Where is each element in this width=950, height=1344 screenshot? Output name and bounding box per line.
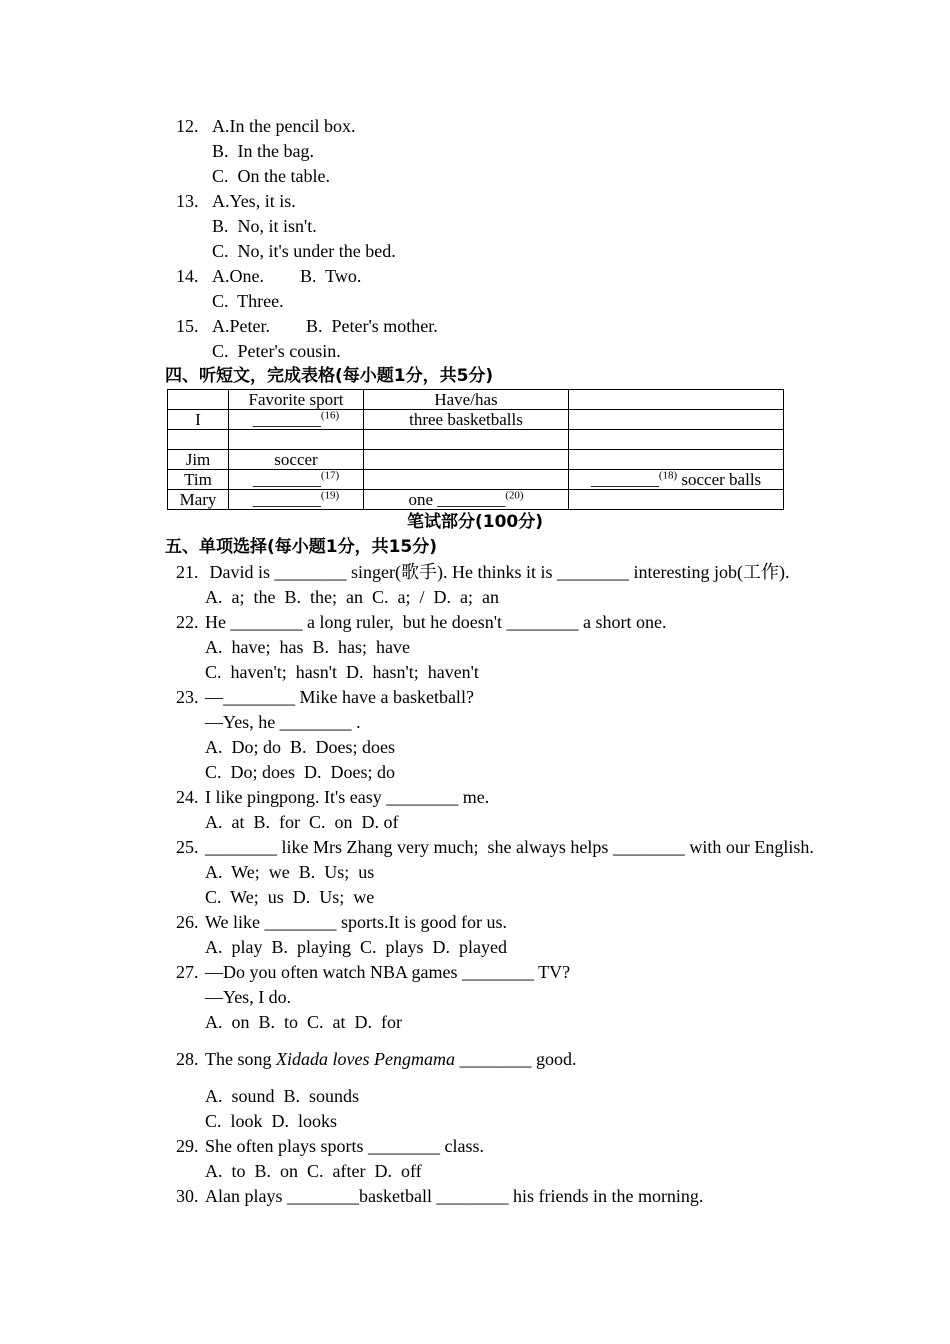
blank-number: (20) — [505, 489, 524, 502]
blank-line: ________ — [590, 470, 659, 489]
question-number: 22. — [176, 612, 199, 632]
table-row-tim — [168, 470, 784, 490]
option-line: A. on B. to C. at D. for — [205, 1012, 402, 1032]
table-cell-extra — [569, 430, 784, 450]
table-cell-extra — [569, 490, 784, 510]
question-number: 28. — [176, 1049, 199, 1069]
blank-line: ________ — [252, 470, 321, 489]
option-line: C. Do; does D. Does; do — [205, 762, 395, 782]
question-line-29 — [176, 1134, 950, 1159]
question-line-22 — [176, 610, 950, 635]
question-line-25 — [176, 835, 950, 860]
table-header-cell: Have/has — [364, 390, 569, 410]
table-row-empty — [168, 430, 784, 450]
question-line-26 — [176, 910, 950, 935]
question-continuation: —Yes, he ________ . — [205, 712, 361, 732]
table-header-cell — [569, 390, 784, 410]
question-line-23 — [176, 685, 950, 710]
question-number: 15. — [176, 316, 199, 336]
question-text: He ________ a long ruler, but he doesn't ________ a short one. — [205, 612, 667, 632]
question-number: 24. — [176, 787, 199, 807]
question-number: 25. — [176, 837, 199, 857]
blank-line: ________ — [252, 410, 321, 429]
question-line-15 — [176, 314, 950, 339]
question-line-30 — [176, 1184, 950, 1209]
question-text: A.In the pencil box. — [212, 116, 356, 136]
table-cell-have — [364, 470, 569, 490]
table-header-cell: Favorite sport — [229, 390, 364, 410]
table-cell-favorite — [229, 470, 364, 490]
table-cell-extra — [569, 410, 784, 430]
question-text: The song — [205, 1049, 276, 1069]
cell-text: soccer balls — [677, 470, 762, 489]
table-cell-have — [364, 450, 569, 470]
table-cell-have — [364, 490, 569, 510]
listening-table — [167, 389, 784, 510]
table-header-row — [168, 390, 784, 410]
question-text: I like pingpong. It's easy ________ me. — [205, 787, 490, 807]
written-part-title: 笔试部分(100分) — [406, 512, 544, 532]
question-text: ________ good. — [454, 1049, 577, 1069]
table-cell-have — [364, 410, 569, 430]
option-line: A. to B. on C. after D. off — [205, 1161, 422, 1181]
section-title-multiple-choice: 五、单项选择(每小题1分，共15分) — [165, 537, 438, 557]
option-line: A. sound B. sounds — [205, 1086, 360, 1106]
question-line-14 — [176, 264, 950, 289]
blank-number: (17) — [320, 469, 340, 482]
table-row-jim — [168, 450, 784, 470]
option-line: A. We; we B. Us; us — [205, 862, 375, 882]
table-cell-favorite — [229, 430, 364, 450]
question-text: We like ________ sports.It is good for us. — [205, 912, 508, 932]
question-text: A.Peter. B. Peter's mother. — [212, 316, 438, 336]
table-cell-name: I — [168, 410, 229, 430]
table-cell-favorite — [229, 410, 364, 430]
question-text: —________ Mike have a basketball? — [205, 687, 474, 707]
question-line-21 — [176, 560, 950, 585]
blank-number: (18) — [658, 469, 678, 482]
question-number: 29. — [176, 1136, 199, 1156]
question-number: 27. — [176, 962, 199, 982]
question-number: 26. — [176, 912, 199, 932]
option-line: C. We; us D. Us; we — [205, 887, 375, 907]
table-cell-have — [364, 430, 569, 450]
question-text: ________ like Mrs Zhang very much; she always helps ________ with our English. — [205, 837, 814, 857]
option-line: B. In the bag. — [212, 141, 314, 161]
option-line: A. Do; do B. Does; does — [205, 737, 395, 757]
blank-line: ________ — [252, 490, 321, 509]
blank-line: ________ — [437, 490, 506, 509]
question-number: 23. — [176, 687, 199, 707]
table-cell-name: Jim — [168, 450, 229, 470]
question-number: 12. — [176, 116, 199, 136]
option-line: C. No, it's under the bed. — [212, 241, 396, 261]
cell-text: soccer — [274, 450, 318, 469]
table-cell-name — [168, 430, 229, 450]
option-line: B. No, it isn't. — [212, 216, 317, 236]
song-title-italic: Xidada loves Pengmama — [276, 1049, 455, 1069]
question-text: She often plays sports ________ class. — [205, 1136, 484, 1156]
table-cell-extra — [569, 450, 784, 470]
question-number: 14. — [176, 266, 199, 286]
question-number: 21. — [176, 562, 199, 582]
option-line: C. Three. — [212, 291, 284, 311]
question-text: A.One. B. Two. — [212, 266, 362, 286]
option-line: A. have; has B. has; have — [205, 637, 410, 657]
cell-text: three basketballs — [409, 410, 523, 429]
table-cell-name: Mary — [168, 490, 229, 510]
cell-text: one — [408, 490, 438, 509]
section-title-listening-table: 四、听短文，完成表格(每小题1分，共5分) — [165, 366, 494, 386]
option-line: C. look D. looks — [205, 1111, 338, 1131]
option-line: A. play B. playing C. plays D. played — [205, 937, 507, 957]
question-line-12 — [176, 114, 950, 139]
table-cell-extra — [569, 470, 784, 490]
question-continuation: —Yes, I do. — [205, 987, 292, 1007]
question-text: Alan plays ________basketball ________ his friends in the morning. — [205, 1186, 704, 1206]
table-header-cell — [168, 390, 229, 410]
blank-number: (19) — [320, 489, 340, 502]
option-line: C. On the table. — [212, 166, 330, 186]
option-line: C. haven't; hasn't D. hasn't; haven't — [205, 662, 479, 682]
question-line-24 — [176, 785, 950, 810]
question-text: —Do you often watch NBA games ________ TV? — [205, 962, 571, 982]
question-line-27 — [176, 960, 950, 985]
question-text: A.Yes, it is. — [212, 191, 296, 211]
question-number: 30. — [176, 1186, 199, 1206]
question-line-28 — [176, 1047, 950, 1072]
option-line: C. Peter's cousin. — [212, 341, 341, 361]
option-line: A. at B. for C. on D. of — [205, 812, 399, 832]
question-line-13 — [176, 189, 950, 214]
table-row-mary — [168, 490, 784, 510]
question-number: 13. — [176, 191, 199, 211]
table-cell-favorite — [229, 490, 364, 510]
table-cell-favorite — [229, 450, 364, 470]
table-cell-name: Tim — [168, 470, 229, 490]
question-text: David is ________ singer(歌手). He thinks it is ________ interesting job(工作). — [205, 562, 790, 582]
table-row-i — [168, 410, 784, 430]
option-line: A. a; the B. the; an C. a; / D. a; an — [205, 587, 499, 607]
blank-number: (16) — [320, 409, 340, 422]
